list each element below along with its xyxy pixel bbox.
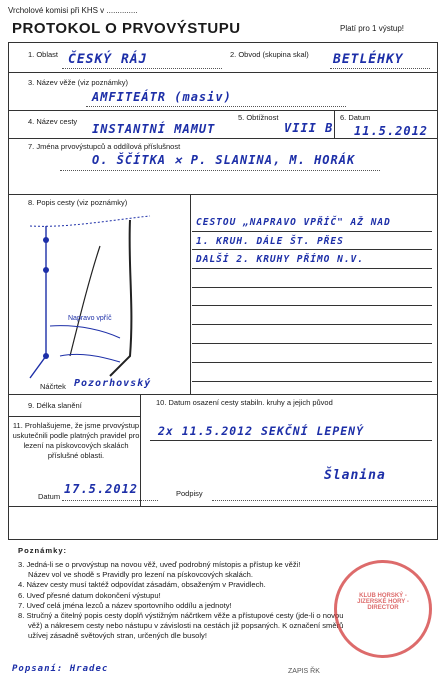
obvod-value: BETLÉHKY: [333, 52, 404, 67]
oblast-label: 1. Oblast: [28, 50, 59, 59]
stamp-text: KLUB HORSKÝ - JIZERSKÉ HORY - DIRECTOR: [357, 593, 409, 611]
writing-line: [150, 440, 432, 441]
datum-podpis-value: 17.5.2012: [64, 482, 139, 496]
prvovystupci-label: 7. Jména prvovýstupců a oddílová příslušnost: [28, 142, 181, 151]
obvod-label: 2. Obvod (skupina skal): [230, 50, 309, 59]
popis-line-3: DALŠÍ 2. KRUHY PŘÍMO N.V.: [196, 254, 364, 265]
dotted-line: [330, 68, 430, 69]
note-item: 7. Uveď celá jména lezců a název sportovního oddílu a jednoty!: [18, 600, 232, 610]
popis-line-1: CESTOU „NAPRAVO VPŘÍČ" AŽ NAD: [196, 217, 391, 228]
popis-line-2: 1. KRUH. DÁLE ŠT. PŘES: [196, 236, 344, 247]
jisteni-value: 2x 11.5.2012 SEKČNÍ LEPENÝ: [158, 424, 365, 438]
anchor-mark: [43, 353, 49, 359]
anchor-mark: [43, 267, 49, 273]
prvovystupci-value: O. ŠČÍTKA ✕ P. SLANINA, M. HORÁK: [92, 153, 356, 167]
note-item: 3. Jedná-li se o prvovýstup na novou věž, uveď podrobný místopis a přístup ke věži!: [18, 560, 301, 569]
divider: [8, 138, 438, 139]
writing-line: [192, 268, 432, 269]
writing-line: [192, 381, 432, 382]
cesta-label: 4. Název cesty: [28, 117, 78, 126]
obtiznost-label: 5. Obtížnost: [238, 113, 279, 122]
writing-line: [192, 249, 432, 250]
writing-line: [192, 287, 432, 288]
datum-podpis-label: Datum: [38, 492, 61, 501]
note-item: Název vol ve shodě s Pravidly pro lezení na pískovcových skalách.: [28, 570, 253, 580]
divider: [8, 72, 438, 73]
datum-label: 6. Datum: [340, 113, 371, 122]
podpisy-label: Podpisy: [176, 489, 203, 498]
writing-line: [192, 362, 432, 363]
note-item: 8. Stručný a čitelný popis cesty doplň výstižným náčrtkem věže a přístupové cesty (jde-li o novou: [18, 611, 344, 621]
page-title: PROTOKOL O PRVOVÝSTUPU: [12, 20, 241, 37]
anchor-mark: [43, 237, 49, 243]
sketch-route-label: Napravo vpříč: [68, 315, 112, 322]
slaneni-label: 9. Délka slanění: [28, 401, 82, 410]
podpisy-value: Šlanina: [324, 468, 386, 483]
writing-line: [192, 305, 432, 306]
vez-label: 3. Název věže (viz poznámky): [28, 78, 129, 87]
note-item: 4. Název cesty musí taktéž odpovídat zásadám, obsaženým v Pravidlech.: [18, 580, 266, 590]
datum-value: 11.5.2012: [354, 124, 429, 138]
jisteni-label: 10. Datum osazení cesty stabiln. kruhy a jejich původ: [156, 398, 333, 407]
divider: [8, 110, 438, 111]
writing-line: [192, 343, 432, 344]
note-item: užívej zásadně světových stran, určených dle busoly!: [28, 631, 207, 641]
dotted-line: [62, 68, 222, 69]
club-stamp: [334, 560, 432, 658]
notes-title: Poznámky:: [18, 546, 68, 555]
divider: [8, 194, 438, 195]
dotted-line: [62, 500, 158, 501]
writing-line: [192, 231, 432, 232]
cesta-value: INSTANTNÍ MAMUT: [92, 122, 216, 136]
route-sketch: [10, 206, 190, 386]
vez-value: AMFITEÁTR (masiv): [92, 90, 232, 104]
note-item: věž) a nákresem cesty nebo nástupu v závislosti na cestách již popsaných. K označení směrů: [28, 621, 344, 631]
note-item: 6. Uveď přesné datum dokončení výstupu!: [18, 590, 161, 600]
writing-line: [192, 324, 432, 325]
obtiznost-value: VIII B: [284, 121, 334, 135]
divider: [8, 394, 438, 395]
divider: [8, 416, 140, 417]
divider: [334, 110, 335, 138]
divider: [140, 394, 141, 506]
prohlaseni-text: 11. Prohlašujeme, že jsme prvovýstup uskutečnili podle platných pravidel pro lezení na pískovcových skalách příslušné oblasti.: [12, 421, 140, 460]
footer-zapis: ZAPIS ŘK: [288, 668, 320, 675]
issuer-line: Vrcholové komisi při KHS v ..............: [8, 6, 138, 15]
nacrtek-value: Pozorhovský: [74, 378, 152, 389]
footer-poznamka: Popsaní: Hradec: [12, 664, 109, 674]
oblast-value: ČESKÝ RÁJ: [68, 52, 148, 67]
nacrtek-label: Náčrtek: [40, 382, 66, 391]
divider: [190, 194, 191, 394]
dotted-line: [212, 500, 432, 501]
divider: [8, 506, 438, 507]
dotted-line: [60, 170, 380, 171]
dotted-line: [86, 106, 346, 107]
popis-label: 8. Popis cesty (viz poznámky): [28, 198, 128, 207]
validity-note: Platí pro 1 výstup!: [340, 24, 405, 33]
